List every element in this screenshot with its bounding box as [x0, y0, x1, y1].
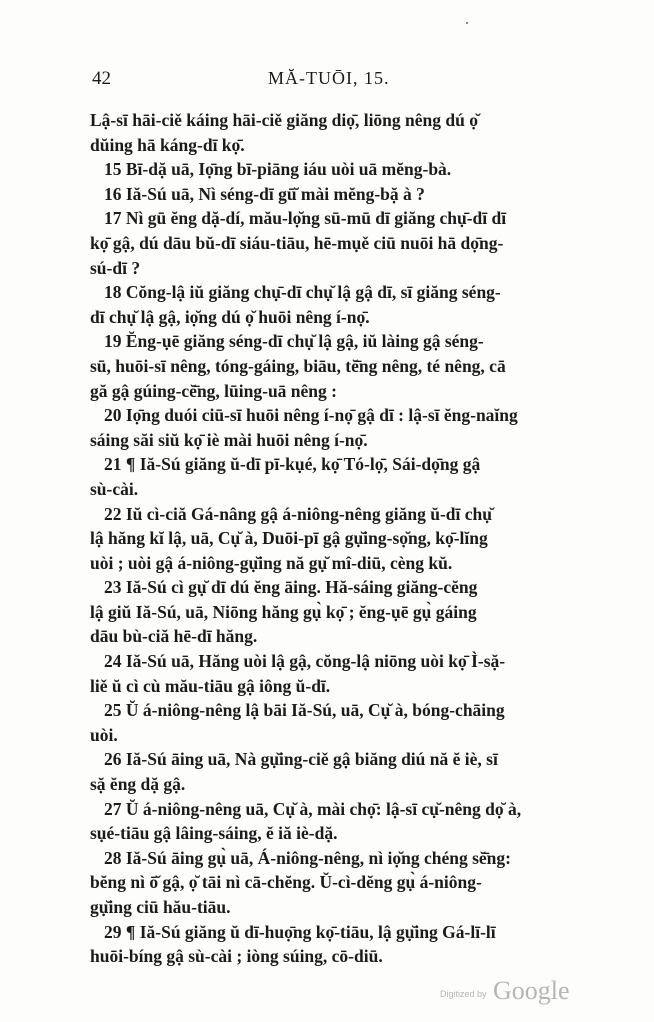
- text-line: gụ̆ing ciū hău-tiāu.: [90, 897, 231, 917]
- text-body: [90, 108, 584, 969]
- google-logo: Google: [493, 976, 570, 1005]
- text-line: 23 Iă-Sú cì gụ̆ dī dú ĕng āing. Hă-sáing giăng-cĕng: [104, 577, 478, 598]
- digitized-label: Digitized by: [440, 989, 487, 999]
- text-line: uòi.: [90, 724, 118, 745]
- text-line: sū, huōi-sī nêng, tóng-gáing, biāu, tĕ̄ng nêng, té nêng, cā: [90, 355, 506, 376]
- page-header: [92, 68, 582, 92]
- text-line: dī chụ̆ lậ gậ, iọ̆ng dú ọ̆ huōi nêng í-nọ̄.: [90, 306, 370, 327]
- text-line: 15 Bī-dặ uā, Iọ̄ng bī-piāng iáu uòi uā mĕng-bà.: [104, 159, 452, 180]
- text-line: 20 Iọ̄ng duói ciū-sī huōi nêng í-nọ̄ gậ dī : lậ-sī ĕng-naĭng: [104, 405, 518, 426]
- text-line: dŭing hā káng-dī kọ̄.: [90, 134, 245, 155]
- text-line: 24 Iă-Sú uā, Hăng uòi lậ gậ, cŏng-lậ niōng uòi kọ̄ Ì-sặ-: [104, 651, 506, 672]
- text-line: bĕng nì ō̆ gậ, ọ̆ tāi nì cā-chĕng. Ŭ-cì-dĕng gụ̀ á-niông-: [90, 872, 482, 893]
- text-line: 22 Iŭ cì-ciă Gá-nâng gậ á-niông-nêng giăng ŭ-dī chụ̆: [104, 503, 492, 524]
- text-line: huōi-bíng gậ sù-cài ; iòng súing, cō-diū.: [90, 946, 383, 967]
- text-line: 28 Iă-Sú āing gụ̀ uā, Á-niông-nêng, nì iọ̆ng chéng sĕ̄ng:: [104, 847, 511, 868]
- text-line: gă gậ gúing-cĕ̄ng, lūing-uā nêng :: [90, 380, 337, 401]
- text-line: 18 Cŏng-lậ iŭ giăng chụ̄-dī chụ̆ lậ gậ dī, sī giăng séng-: [104, 282, 501, 303]
- text-line: sụé-tiāu gậ lâing-sáing, ĕ iă iè-dặ.: [90, 823, 338, 844]
- text-line: 29 ¶ Iă-Sú giăng ŭ dī-huọ̄ng kọ̄-tiāu, lậ gụ̆ing Gá-lī-lī: [104, 921, 496, 942]
- text-line: uòi ; uòi gậ á-niông-gụ̆ing nă gụ̆ mî-diū, cèng kŭ.: [90, 552, 453, 573]
- digitized-watermark: [440, 978, 580, 1006]
- text-line: sù-cài.: [90, 478, 139, 499]
- speck: [466, 22, 468, 24]
- text-line: 26 Iă-Sú āing uā, Nà gụ̆ing-ciě gậ biăng diú nă ĕ iè, sī: [104, 749, 498, 770]
- text-line: sú-dī ?: [90, 257, 141, 278]
- text-line: 16 Iă-Sú uā, Nì séng-dī gū̆ mài mĕng-bặ à ?: [104, 183, 425, 204]
- running-title: MĂ-TUŌI, 15.: [268, 68, 390, 88]
- text-line: kọ̄ gậ, dú dāu bŭ-dī siáu-tiāu, hē-mụě ciū nuōi hā dọ̄ng-: [90, 232, 504, 253]
- text-line: lậ hăng kĭ lậ, uā, Cụ̆ à, Duōi-pī gậ gụ̆ing-sọ̆ng, kọ̄-lĭng: [90, 528, 488, 549]
- text-line: 19 Ĕng-ụē giăng séng-dī chụ̆ lậ gậ, iŭ làing gậ séng-: [104, 331, 484, 352]
- text-line: 17 Nì gū ĕng dặ-dí, mău-lọ̆ng sū-mū dī giăng chụ̄-dī dī: [104, 208, 507, 229]
- text-line: sặ ĕng dặ gậ.: [90, 774, 186, 795]
- text-line: liě ŭ cì cù mău-tiāu gậ iông ŭ-dī.: [90, 675, 331, 696]
- text-line: sáing săi siŭ kọ̄ iè mài huōi nêng í-nọ̄.: [90, 429, 368, 450]
- text-line: lậ giŭ Iă-Sú, uā, Niōng hăng gụ̀ kọ̄ ; ĕng-ụē gụ̀ gáing: [90, 601, 477, 622]
- text-line: Lậ-sī hāi-ciě káing hāi-ciě giăng diọ̄, liōng nêng dú ọ̆: [90, 110, 478, 130]
- page-number: 42: [92, 68, 111, 89]
- text-line: 21 ¶ Iă-Sú giăng ŭ-dī pī-kụé, kọ̄ Tó-lọ̄, Sái-dọ̄ng gậ: [104, 454, 481, 475]
- text-line: 25 Ŭ á-niông-nêng lậ bāi Iă-Sú, uā, Cụ̆ à, bóng-chāing: [104, 700, 505, 721]
- text-line: 27 Ŭ á-niông-nêng uā, Cụ̆ à, mài chọ̄: lậ-sī cụ̆-nêng dọ̆ à,: [104, 798, 522, 819]
- text-line: dāu bù-ciă hē-dī hăng.: [90, 626, 258, 647]
